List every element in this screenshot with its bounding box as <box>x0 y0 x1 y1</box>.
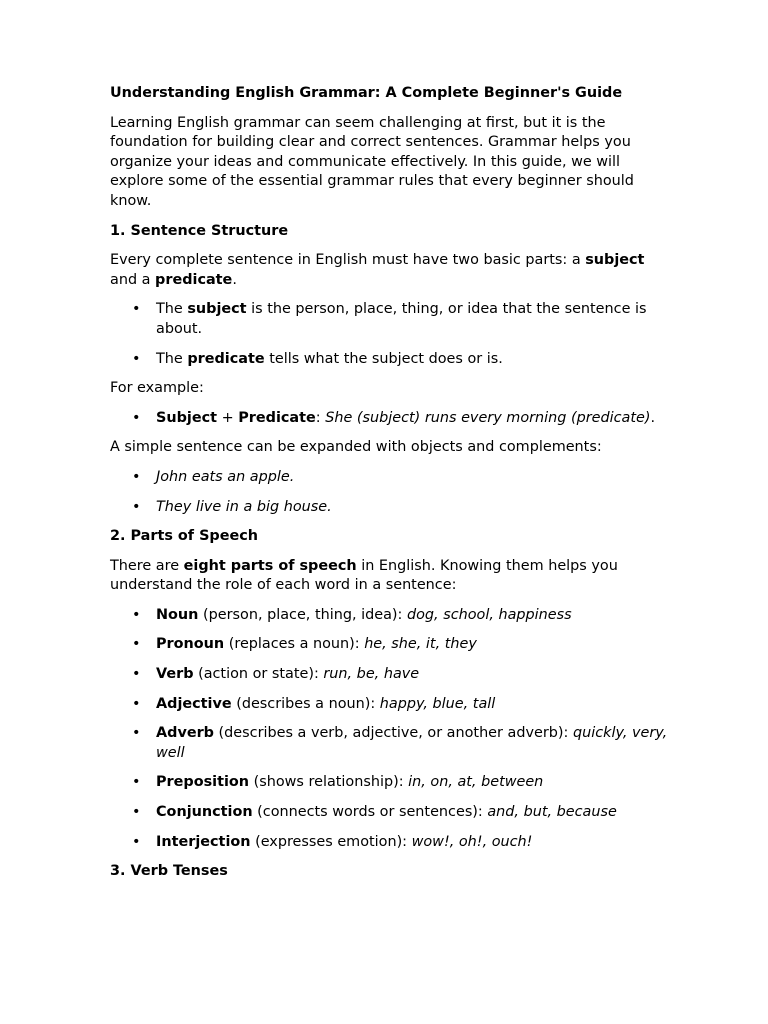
example-sentence: She (subject) runs every morning (predicate) <box>325 409 651 426</box>
pos-term: Interjection <box>156 833 251 850</box>
for-example-label: For example: <box>110 380 204 397</box>
term-subject: subject <box>187 301 247 318</box>
pos-term: Adverb <box>156 725 214 742</box>
pos-examples: wow!, oh!, ouch! <box>411 833 533 850</box>
text-run: in English. Knowing them helps you understand the role of each word in a sentence: <box>110 557 618 594</box>
expansion-paragraph: A simple sentence can be expanded with objects and complements: <box>110 439 602 456</box>
parts-of-speech-paragraph <box>110 557 670 596</box>
list-item <box>156 724 670 763</box>
list-item <box>156 803 670 823</box>
list-item <box>156 350 670 370</box>
expanded-examples-list <box>110 468 670 517</box>
example-sentence: John eats an apple. <box>156 468 295 485</box>
list-item <box>156 498 670 518</box>
pos-examples: he, she, it, they <box>364 636 477 653</box>
term-predicate: Predicate <box>238 409 316 426</box>
sentence-parts-list <box>110 300 670 369</box>
pos-description: (action or state): <box>193 666 324 683</box>
text-run: The <box>156 301 188 318</box>
list-item <box>156 773 670 793</box>
text-run: and a <box>110 271 156 288</box>
document-title: Understanding English Grammar: A Complete Beginner's Guide <box>110 85 623 101</box>
term-eight-parts: eight parts of speech <box>183 557 357 574</box>
list-item <box>156 833 670 853</box>
parts-of-speech-list <box>110 606 670 852</box>
list-item <box>156 409 670 429</box>
intro-paragraph: Learning English grammar can seem challenging at first, but it is the foundation for building clear and correct sentences. Grammar helps you organize your ideas and communicate effectively. In this guide, we will explore some of the essential grammar rules that every beginner should know. <box>110 114 634 209</box>
list-item <box>156 468 670 488</box>
pos-term: Verb <box>156 666 194 683</box>
text-run: . <box>232 271 237 288</box>
section-heading-verb-tenses: 3. Verb Tenses <box>110 863 228 880</box>
pos-term: Conjunction <box>156 804 253 821</box>
sentence-parts-paragraph <box>110 251 670 290</box>
example-list <box>110 409 670 429</box>
pos-term: Preposition <box>156 774 250 791</box>
pos-description: (person, place, thing, idea): <box>198 606 407 623</box>
list-item <box>156 300 670 339</box>
text-run: tells what the subject does or is. <box>264 350 503 367</box>
text-run: : <box>315 409 326 426</box>
list-item <box>156 606 670 626</box>
pos-description: (describes a noun): <box>231 695 380 712</box>
example-sentence: They live in a big house. <box>156 498 332 515</box>
pos-examples: quickly, very, well <box>156 725 668 761</box>
term-predicate: predicate <box>187 350 265 367</box>
pos-examples: run, be, have <box>323 666 420 683</box>
text-run: is the person, place, thing, or idea that the sentence is about. <box>156 301 647 337</box>
term-subject: Subject <box>156 409 218 426</box>
pos-examples: dog, school, happiness <box>406 606 572 623</box>
text-run: The <box>156 350 188 367</box>
section-heading-parts-of-speech: 2. Parts of Speech <box>110 528 259 545</box>
pos-description: (connects words or sentences): <box>252 804 488 821</box>
pos-examples: happy, blue, tall <box>379 695 496 712</box>
text-run: Every complete sentence in English must have two basic parts: a <box>110 252 586 269</box>
pos-description: (describes a verb, adjective, or another adverb): <box>213 725 573 742</box>
document-page <box>110 84 670 892</box>
list-item <box>156 695 670 715</box>
text-run: There are <box>110 557 184 574</box>
text-run: + <box>217 409 239 426</box>
pos-term: Noun <box>156 606 199 623</box>
pos-term: Adjective <box>156 695 232 712</box>
term-subject: subject <box>585 252 645 269</box>
list-item <box>156 635 670 655</box>
pos-description: (shows relationship): <box>249 774 409 791</box>
pos-examples: in, on, at, between <box>408 774 544 791</box>
pos-term: Pronoun <box>156 636 225 653</box>
pos-description: (expresses emotion): <box>250 833 412 850</box>
pos-examples: and, but, because <box>487 804 617 821</box>
section-heading-sentence-structure: 1. Sentence Structure <box>110 222 289 239</box>
text-run: . <box>650 409 656 426</box>
term-predicate: predicate <box>155 271 233 288</box>
list-item <box>156 665 670 685</box>
pos-description: (replaces a noun): <box>224 636 365 653</box>
